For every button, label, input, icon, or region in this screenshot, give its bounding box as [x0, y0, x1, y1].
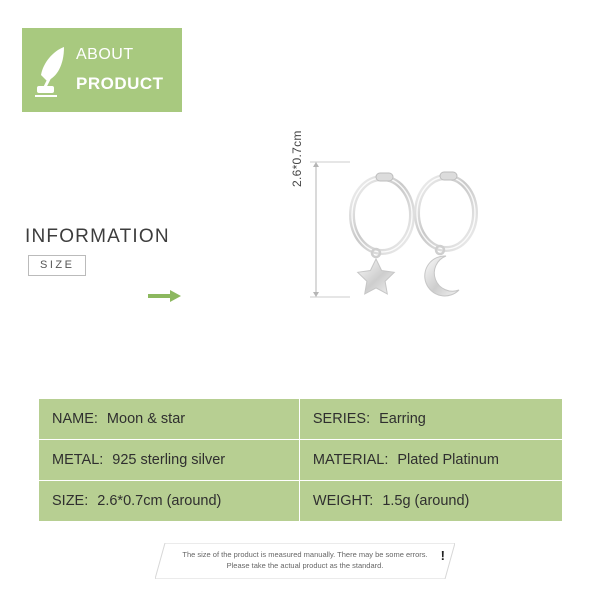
disclaimer-text — [155, 549, 455, 571]
table-row — [39, 481, 563, 522]
about-product-badge — [22, 28, 182, 112]
spec-key: MATERIAL: — [312, 452, 389, 468]
moon-charm-hoop-earring — [417, 172, 475, 296]
spec-value: 1.5g (around) — [382, 493, 470, 509]
product-illustration — [290, 155, 520, 315]
spec-cell-metal — [39, 440, 300, 481]
specification-table — [38, 398, 563, 522]
spec-cell-size — [39, 481, 300, 522]
star-charm-hoop-earring — [352, 173, 412, 294]
spec-cell-weight — [299, 481, 562, 522]
product-image-area — [290, 130, 520, 315]
table-row — [39, 440, 563, 481]
badge-line-about: ABOUT — [76, 46, 134, 63]
information-title: INFORMATION — [25, 226, 170, 247]
spec-key: SIZE: — [52, 493, 89, 509]
dimension-label: 2.6*0.7cm — [290, 130, 304, 187]
spec-key: METAL: — [52, 452, 104, 468]
disclaimer-line-2: Please take the actual product as the standard. — [226, 561, 384, 570]
exclamation-icon: ! — [440, 548, 445, 563]
spec-value: Moon & star — [106, 411, 186, 427]
spec-cell-material — [299, 440, 562, 481]
spec-cell-series — [299, 399, 562, 440]
spec-key: NAME: — [52, 411, 98, 427]
disclaimer-note — [155, 543, 455, 579]
badge-line-product: PRODUCT — [76, 74, 164, 93]
spec-key: WEIGHT: — [312, 493, 374, 509]
table-row — [39, 399, 563, 440]
spec-value: Earring — [379, 411, 426, 427]
green-arrow-icon — [148, 289, 182, 301]
badge-text-group — [76, 44, 164, 96]
spec-value: 2.6*0.7cm (around) — [97, 493, 222, 509]
quill-pen-icon — [30, 41, 72, 99]
spec-value: Plated Platinum — [397, 452, 499, 468]
spec-key: SERIES: — [312, 411, 371, 427]
size-tag: SIZE — [28, 255, 86, 276]
spec-cell-name — [39, 399, 300, 440]
spec-value: 925 sterling silver — [112, 452, 226, 468]
disclaimer-line-1: The size of the product is measured manually. There may be some errors. — [182, 550, 428, 559]
